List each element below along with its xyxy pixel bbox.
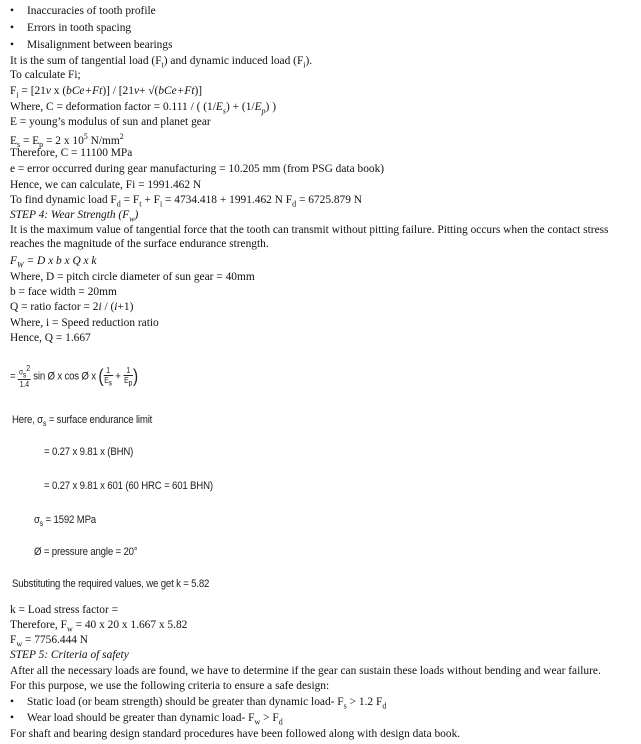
equation-k: = $\frac{\sigma s2}{1.4}$ sin Ø x cos Ø x ( $\frac{1}{Es}$ + $\frac{1}{Ep}$ )	[10, 364, 139, 390]
text-line: k = Load stress factor =	[10, 604, 119, 616]
text-line: For shaft and bearing design standard procedures have been followed along with design data book.	[10, 728, 461, 740]
text-line: Here, $\sigma_s$ = surface endurance limit	[12, 414, 153, 429]
formula-line: $F_w = 7756.444$ N	[10, 634, 89, 649]
section-heading: STEP 5: Criteria of safety	[10, 649, 129, 661]
text-line: e = error occurred during gear manufacturing = 10.205 mm (from PSG data book)	[10, 163, 385, 175]
text-line: = 0.27 x 9.81 x 601 (60 HRC = 601 BHN)	[44, 480, 213, 492]
formula-line: Therefore, $F_w = 40$ x 20 x 1.667 x 5.82	[10, 619, 188, 634]
text-line: Substituting the required values, we get k = 5.82	[12, 578, 210, 590]
text-line: Therefore, C = 11100 MPa	[10, 147, 133, 159]
section-heading: STEP 4: Wear Strength $(F_w)$	[10, 209, 139, 224]
formula-line: Q = ratio factor = 2i / (i+1)	[10, 301, 134, 313]
text-line: b = face width = 20mm	[10, 286, 117, 298]
text-line: Ø = pressure angle = 20°	[34, 546, 138, 558]
bullet-item: • Inaccuracies of tooth profile	[10, 5, 156, 17]
formula-line: $F_i = [21v$ x (bCe+Ft)] / [21v+ √(bCe+Ft)]	[10, 85, 203, 100]
paragraph: It is the maximum value of tangential force that the tooth can transmit without pitting failure. Pitting occurs when the contact stress reaches the magnitude of the surface endurance strength.	[10, 224, 609, 250]
fraction-sigma: $\frac{\sigma s2}{1.4}$	[18, 364, 30, 390]
bullet-item: • Wear load should be greater than dynamic load- $F_w > F_d$	[10, 712, 283, 727]
text-line: Where, i = Speed reduction ratio	[10, 317, 159, 329]
formula-line: $F_W = D$ x b x Q x k	[10, 255, 97, 270]
text-line: E = young’s modulus of sun and planet gear	[10, 116, 211, 128]
text-line: It is the sum of tangential load $(F_t)$ and dynamic induced load $(F_i)$.	[10, 55, 313, 70]
text-line: Hence, Q = 1.667	[10, 332, 91, 344]
text-line: After all the necessary loads are found, we have to determine if the gear can sustain these loads without bending and wear failure.	[10, 665, 601, 677]
text-line: Where, D = pitch circle diameter of sun gear = 40mm	[10, 271, 255, 283]
text-line: = 0.27 x 9.81 x (BHN)	[44, 446, 134, 458]
text-line: To calculate Fi;	[10, 69, 81, 81]
formula-line: $E_s = E_p = 2$ x $10^5$ $N/mm^2$	[10, 132, 124, 150]
bullet-item: • Errors in tooth spacing	[10, 22, 132, 34]
bullet-item: • Misalignment between bearings	[10, 39, 173, 51]
formula-line: To find dynamic load $F_d = F_t + F_i = 4734.418 + 1991.462$ N $F_d = 6725.879$ N	[10, 194, 363, 209]
text-line: For this purpose, we use the following criteria to ensure a safe design:	[10, 680, 330, 692]
formula-line: Where, C = deformation factor = 0.111 / ( $(1/E_s) + (1/E_p)$ )	[10, 101, 276, 116]
text-line: $\sigma_s = 1592$ MPa	[34, 514, 97, 529]
text-line: Hence, we can calculate, Fi = 1991.462 N	[10, 179, 202, 191]
bullet-item: • Static load (or beam strength) should be greater than dynamic load- $F_s > 1.2$ $F_d$	[10, 696, 387, 711]
